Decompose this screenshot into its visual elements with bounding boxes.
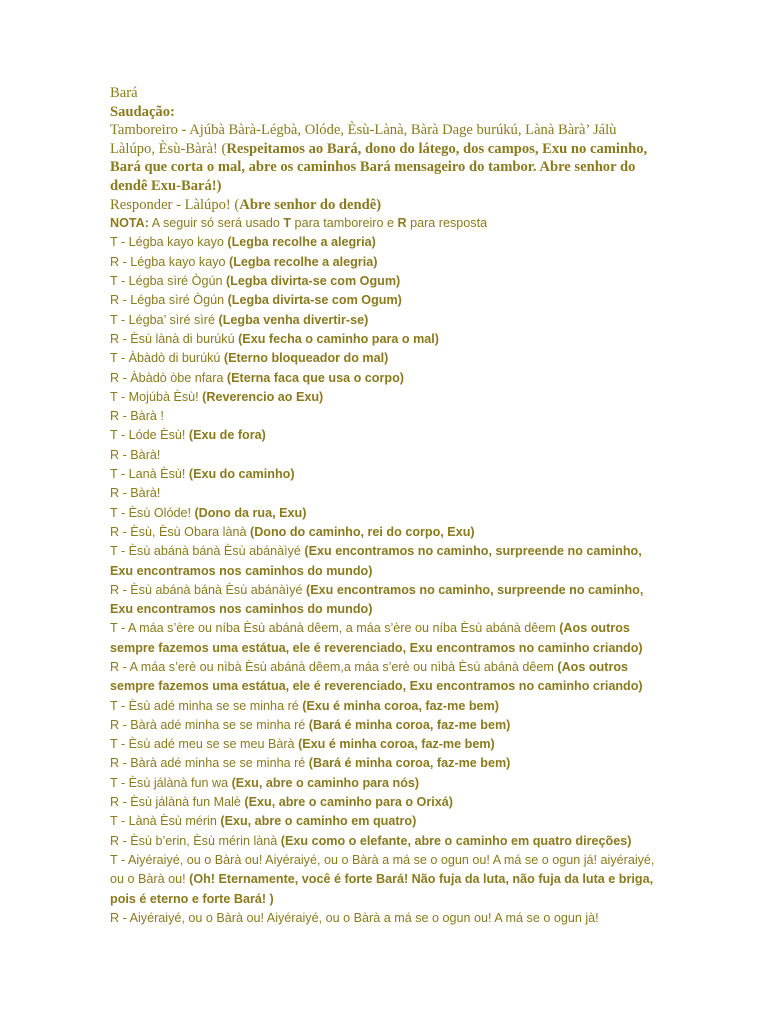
chant-line	[110, 407, 660, 426]
chant-text: R - Èsù abánà bánà Èsù abánàìyé	[110, 582, 307, 597]
responder-translation: Abre senhor do dendê)	[239, 196, 382, 213]
chant-text: T - Èsù abánà bánà Èsù abánàìyé	[110, 544, 305, 559]
chant-text: R - Èsù lànà di burúkú	[110, 331, 239, 346]
chant-text: R - Bàrà!	[110, 486, 161, 501]
responder-paragraph	[110, 196, 660, 215]
chant-line	[110, 812, 660, 831]
chant-line	[110, 581, 660, 620]
chant-line	[110, 465, 660, 484]
chant-line	[110, 504, 660, 523]
chant-line	[110, 542, 660, 581]
chant-line	[110, 233, 660, 252]
chant-text: R - Àbàdò òbe nfara	[110, 370, 227, 385]
chant-line	[110, 716, 660, 735]
chant-line	[110, 832, 660, 851]
chant-translation: (Dono da rua, Exu)	[194, 505, 307, 520]
chant-text: T - Èsù Olóde!	[110, 505, 195, 520]
chant-line	[110, 484, 660, 503]
nota-line	[110, 214, 660, 233]
chant-text: T - Légba kayo kayo	[110, 235, 228, 250]
chant-translation: (Legba recolhe a alegria)	[229, 254, 378, 269]
chant-translation: (Aos outros sempre fazemos uma estátua, ele é reverenciado, Exu encontramos no caminho criando)	[110, 621, 643, 655]
chant-text: T - Lanà Èsù!	[110, 467, 189, 482]
chant-translation: (Exu, abre o caminho para o Orixá)	[244, 795, 453, 810]
chant-line	[110, 291, 660, 310]
chant-line	[110, 272, 660, 291]
chant-text: T - Èsù adé minha se se minha ré	[110, 698, 303, 713]
chant-text: T - A máa s’ère ou níba Èsù abánà dêem, a máa s’ère ou níba Èsù abánà dêem	[110, 621, 560, 636]
chant-translation: (Exu encontramos no caminho, surpreende no caminho, Exu encontramos nos caminhos do mundo)	[110, 582, 644, 617]
saudacao-heading: Saudação:	[110, 103, 175, 120]
chant-text: R - Èsù b’erin, Èsù mérin lànà	[110, 833, 281, 848]
chant-line	[110, 330, 660, 349]
chant-text: R - Bàrà !	[110, 409, 164, 424]
responder-text: Làlúpo! (	[184, 196, 240, 213]
chant-line	[110, 735, 660, 754]
chant-line	[110, 619, 660, 658]
chant-text: R - Légba kayo kayo	[110, 254, 230, 269]
nota-r: R	[397, 216, 407, 231]
chant-translation: (Legba venha divertir-se)	[218, 312, 369, 327]
chant-text: R - Bàrà adé minha se se minha ré	[110, 756, 309, 771]
tamboreiro-translation: Respeitamos ao Bará, dono do látego, dos campos, Exu no caminho, Bará que corta o mal, abre os caminhos Bará mensageiro do tambor. Abre senhor do dendê Exu-Bará!)	[110, 140, 648, 194]
chant-text: R - Aiyéraiyé, ou o Bàrà ou! Aiyéraiyé, ou o Bàrà a má se o ogun ou! A má se o ogun jà!	[110, 910, 599, 925]
chant-text: R - Bàrà adé minha se se minha ré	[110, 717, 309, 732]
chant-line	[110, 658, 660, 697]
nota-text-a: A seguir só será usado	[148, 216, 284, 231]
chant-line	[110, 523, 660, 542]
chant-line	[110, 426, 660, 445]
chant-text: T - Mojúbà Èsù!	[110, 389, 203, 404]
chant-line	[110, 388, 660, 407]
chant-text: T - Èsù adé meu se se meu Bàrà	[110, 737, 299, 752]
chant-translation: (Exu de fora)	[188, 428, 266, 443]
chant-text: T - Légba’ sìré sìré	[110, 312, 219, 327]
chant-translation: (Legba divirta-se com Ogum)	[227, 293, 402, 308]
chant-line	[110, 446, 660, 465]
nota-label: NOTA:	[110, 216, 149, 231]
chant-translation: (Legba divirta-se com Ogum)	[225, 274, 401, 289]
chant-line	[110, 793, 660, 812]
chant-translation: (Exu fecha o caminho para o mal)	[238, 331, 439, 346]
chant-text: R - Légba sìré Ògún	[110, 293, 228, 308]
chant-translation: (Exu do caminho)	[188, 467, 295, 482]
chant-translation: (Bará é minha coroa, faz-me bem)	[308, 717, 511, 732]
chant-line	[110, 369, 660, 388]
chant-translation: (Exu é minha coroa, faz-me bem)	[302, 698, 499, 713]
chant-text: R - A máa s’erè ou nìbà Èsù abánà dêem,a máa s’erè ou nìbà Èsù abánà dêem	[110, 659, 558, 674]
tamboreiro-paragraph	[110, 121, 660, 195]
tamboreiro-label: Tamboreiro -	[110, 122, 190, 139]
responder-label: Responder -	[110, 196, 185, 213]
chant-text: R - Èsù, Èsù Obara lànà	[110, 524, 250, 539]
chant-translation: (Oh! Eternamente, você é forte Bará! Não fuja da luta, não fuja da luta e briga, pois é eterno e forte Bará! )	[110, 872, 654, 906]
chant-line	[110, 774, 660, 793]
chant-line	[110, 909, 660, 928]
chant-translation: (Exu como o elefante, abre o caminho em quatro direções)	[280, 833, 632, 848]
doc-title: Bará	[110, 85, 138, 101]
nota-text-b: para tamboreiro e	[291, 216, 398, 231]
chant-line	[110, 253, 660, 272]
chant-text: R - Bàrà!	[110, 447, 161, 462]
chant-translation: (Exu encontramos no caminho, surpreende no caminho, Exu encontramos nos caminhos do mundo)	[110, 544, 642, 578]
chant-translation: (Dono do caminho, rei do corpo, Exu)	[250, 524, 475, 539]
chant-translation: (Exu é minha coroa, faz-me bem)	[298, 737, 495, 752]
chant-translation: (Bará é minha coroa, faz-me bem)	[308, 756, 511, 771]
chant-text: T - Lànà Èsù mérin	[110, 814, 221, 829]
chant-line	[110, 349, 660, 368]
document-page	[110, 84, 660, 928]
chant-translation: (Aos outros sempre fazemos uma estátua, ele é reverenciado, Exu encontramos no caminho criando)	[110, 659, 643, 694]
chant-text: T - Lóde Èsù!	[110, 428, 189, 443]
chant-text: T - Aiyéraiyé, ou o Bàrà ou! Aiyéraiyé, ou o Bàrà a má se o ogun ou! A má se o ogun já! aiyéraiyé, ou o Bàrà ou!	[110, 852, 655, 887]
chant-translation: (Eterna faca que usa o corpo)	[226, 370, 404, 385]
chant-text: T - Èsù jálànà fun wa	[110, 775, 232, 790]
chant-line	[110, 311, 660, 330]
chant-line	[110, 697, 660, 716]
nota-t: T	[283, 216, 292, 231]
chant-text: T - Légba sìré Ògún	[110, 274, 226, 289]
chant-text: T - Àbàdò di burúkú	[110, 351, 224, 366]
nota-text-c: para resposta	[406, 216, 488, 231]
chant-translation: (Legba recolhe a alegria)	[227, 235, 376, 250]
chant-text: R - Èsù jálànà fun Malè	[110, 795, 245, 810]
chant-translation: (Reverencio ao Exu)	[202, 389, 324, 404]
chant-lines	[110, 233, 660, 928]
chant-translation: (Eterno bloqueador do mal)	[223, 351, 389, 366]
tamboreiro-text: Ajúbà Bàrà-Légbà, Olóde, Èsù-Lànà, Bàrà Dage burúkú, Lànà Bàrà’ Jálù Làlúpo, Èsù-Bàrà! (	[110, 122, 617, 157]
chant-line	[110, 851, 660, 909]
chant-translation: (Exu, abre o caminho para nós)	[231, 775, 420, 790]
chant-translation: (Exu, abre o caminho em quatro)	[220, 814, 417, 829]
chant-line	[110, 754, 660, 773]
